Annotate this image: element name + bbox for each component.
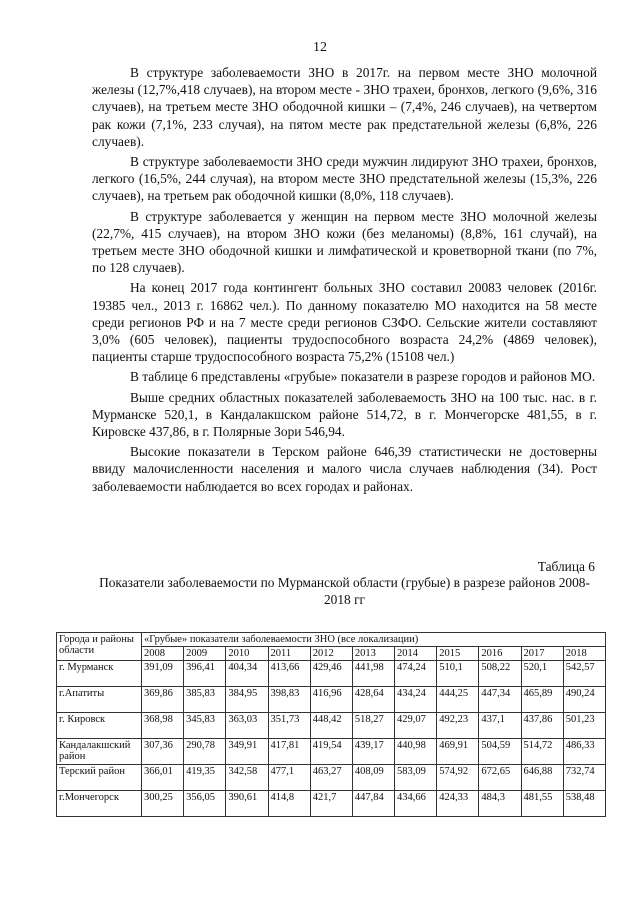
value-cell: 419,54 <box>310 739 352 765</box>
value-cell: 424,33 <box>437 791 479 817</box>
value-cell: 444,25 <box>437 687 479 713</box>
value-cell: 416,96 <box>310 687 352 713</box>
value-cell: 351,73 <box>268 713 310 739</box>
value-cell: 474,24 <box>395 661 437 687</box>
value-cell: 391,09 <box>142 661 184 687</box>
value-cell: 428,64 <box>352 687 394 713</box>
value-cell: 520,1 <box>521 661 563 687</box>
value-cell: 429,07 <box>395 713 437 739</box>
value-cell: 583,09 <box>395 765 437 791</box>
year-header: 2010 <box>226 647 268 661</box>
year-header: 2018 <box>563 647 605 661</box>
value-cell: 290,78 <box>184 739 226 765</box>
table-row <box>57 739 606 765</box>
value-cell: 447,34 <box>479 687 521 713</box>
value-cell: 434,66 <box>395 791 437 817</box>
value-cell: 390,61 <box>226 791 268 817</box>
region-cell: г. Мурманск <box>57 661 142 687</box>
value-cell: 508,22 <box>479 661 521 687</box>
indicator-group-header: «Грубые» показатели заболеваемости ЗНО (все локализации) <box>142 633 606 647</box>
value-cell: 429,46 <box>310 661 352 687</box>
value-cell: 396,41 <box>184 661 226 687</box>
value-cell: 349,91 <box>226 739 268 765</box>
value-cell: 574,92 <box>437 765 479 791</box>
value-cell: 385,83 <box>184 687 226 713</box>
value-cell: 439,17 <box>352 739 394 765</box>
value-cell: 419,35 <box>184 765 226 791</box>
value-cell: 469,91 <box>437 739 479 765</box>
value-cell: 490,24 <box>563 687 605 713</box>
value-cell: 501,23 <box>563 713 605 739</box>
table-label: Таблица 6 <box>537 559 595 574</box>
value-cell: 538,48 <box>563 791 605 817</box>
region-cell: Кандалакшский район <box>57 739 142 765</box>
value-cell: 441,98 <box>352 661 394 687</box>
region-cell: г.Апатиты <box>57 687 142 713</box>
paragraph: На конец 2017 года контингент больных ЗНО составил 20083 человек (2016г. 19385 чел., 2013 г. 16862 чел.). По данному показателю МО находится на 58 месте среди регионов РФ и на 7 месте среди регионов СЗФО. Сельские жители составляют 3,0% (605 человек), пациенты трудоспособного возраста 24,2% (4869 человек), пациенты старше трудоспособного возраста 75,2% (15108 чел.) <box>92 280 597 365</box>
value-cell: 465,89 <box>521 687 563 713</box>
value-cell: 514,72 <box>521 739 563 765</box>
year-header: 2017 <box>521 647 563 661</box>
value-cell: 510,1 <box>437 661 479 687</box>
paragraph: В структуре заболеваемости ЗНО в 2017г. на первом месте ЗНО молочной железы (12,7%,418 случаев), на втором месте - ЗНО трахеи, бронхов, легкого (9,6%, 316 случаев), на третьем месте ЗНО ободочной кишки – (7,4%, 246 случаев), на четвертом рак кожи (7,1%, 233 случая), на пятом месте рак предстательной железы (6,8%, 226 случаев). <box>92 65 597 149</box>
paragraph: Высокие показатели в Терском районе 646,39 статистически не достоверны ввиду малочисленности населения и малого числа случаев наблюдения (34). Рост заболеваемости наблюдается во всех городах и районах. <box>92 444 597 494</box>
value-cell: 366,01 <box>142 765 184 791</box>
paragraph: В структуре заболеваемости ЗНО среди мужчин лидируют ЗНО трахеи, бронхов, легкого (16,5%, 244 случая), на втором месте ЗНО предстательной железы (15,3%, 226 случаев), на третьем рак ободочной кишки (8,0%, 118 случаев). <box>92 154 597 204</box>
year-header: 2009 <box>184 647 226 661</box>
value-cell: 437,86 <box>521 713 563 739</box>
value-cell: 542,57 <box>563 661 605 687</box>
value-cell: 413,66 <box>268 661 310 687</box>
value-cell: 518,27 <box>352 713 394 739</box>
value-cell: 384,95 <box>226 687 268 713</box>
value-cell: 300,25 <box>142 791 184 817</box>
year-header: 2011 <box>268 647 310 661</box>
region-cell: г.Мончегорск <box>57 791 142 817</box>
table-row <box>57 765 606 791</box>
value-cell: 504,59 <box>479 739 521 765</box>
year-header: 2012 <box>310 647 352 661</box>
table-row <box>57 687 606 713</box>
value-cell: 356,05 <box>184 791 226 817</box>
paragraph: Выше средних областных показателей заболеваемость ЗНО на 100 тыс. нас. в г. Мурманске 520,1, в Кандалакшском районе 514,72, в г. Мончегорске 481,55, в г. Кировске 437,86, в г. Полярные Зори 546,94. <box>92 389 597 440</box>
value-cell: 404,34 <box>226 661 268 687</box>
value-cell: 486,33 <box>563 739 605 765</box>
value-cell: 477,1 <box>268 765 310 791</box>
table-title: Показатели заболеваемости по Мурманской области (грубые) в разрезе районов 2008-2018 гг <box>99 575 590 607</box>
region-cell: Терский район <box>57 765 142 791</box>
value-cell: 463,27 <box>310 765 352 791</box>
paragraph: В структуре заболевается у женщин на первом месте ЗНО молочной железы (22,7%, 415 случаев), на втором ЗНО кожи (без меланомы) (8,8%, 161 случай), на третьем месте ЗНО ободочной кишки и лимфатической и кроветворной ткани (по 7%, по 128 случаев). <box>92 208 597 276</box>
value-cell: 363,03 <box>226 713 268 739</box>
value-cell: 732,74 <box>563 765 605 791</box>
value-cell: 440,98 <box>395 739 437 765</box>
value-cell: 414,8 <box>268 791 310 817</box>
value-cell: 421,7 <box>310 791 352 817</box>
region-column-header: Города и районы области <box>57 633 142 661</box>
value-cell: 672,65 <box>479 765 521 791</box>
incidence-table <box>56 632 606 817</box>
value-cell: 434,24 <box>395 687 437 713</box>
table-row <box>57 661 606 687</box>
value-cell: 369,86 <box>142 687 184 713</box>
value-cell: 492,23 <box>437 713 479 739</box>
value-cell: 448,42 <box>310 713 352 739</box>
value-cell: 447,84 <box>352 791 394 817</box>
year-header: 2013 <box>352 647 394 661</box>
value-cell: 342,58 <box>226 765 268 791</box>
value-cell: 398,83 <box>268 687 310 713</box>
body-text <box>92 64 597 498</box>
value-cell: 368,98 <box>142 713 184 739</box>
value-cell: 481,55 <box>521 791 563 817</box>
year-header: 2015 <box>437 647 479 661</box>
value-cell: 646,88 <box>521 765 563 791</box>
value-cell: 408,09 <box>352 765 394 791</box>
year-header: 2008 <box>142 647 184 661</box>
value-cell: 484,3 <box>479 791 521 817</box>
paragraph: В таблице 6 представлены «грубые» показатели в разрезе городов и районов МО. <box>130 369 596 385</box>
value-cell: 417,81 <box>268 739 310 765</box>
year-header: 2014 <box>395 647 437 661</box>
page-number: 12 <box>313 40 327 55</box>
year-header: 2016 <box>479 647 521 661</box>
value-cell: 307,36 <box>142 739 184 765</box>
table-row <box>57 791 606 817</box>
value-cell: 345,83 <box>184 713 226 739</box>
table-row <box>57 713 606 739</box>
value-cell: 437,1 <box>479 713 521 739</box>
region-cell: г. Кировск <box>57 713 142 739</box>
